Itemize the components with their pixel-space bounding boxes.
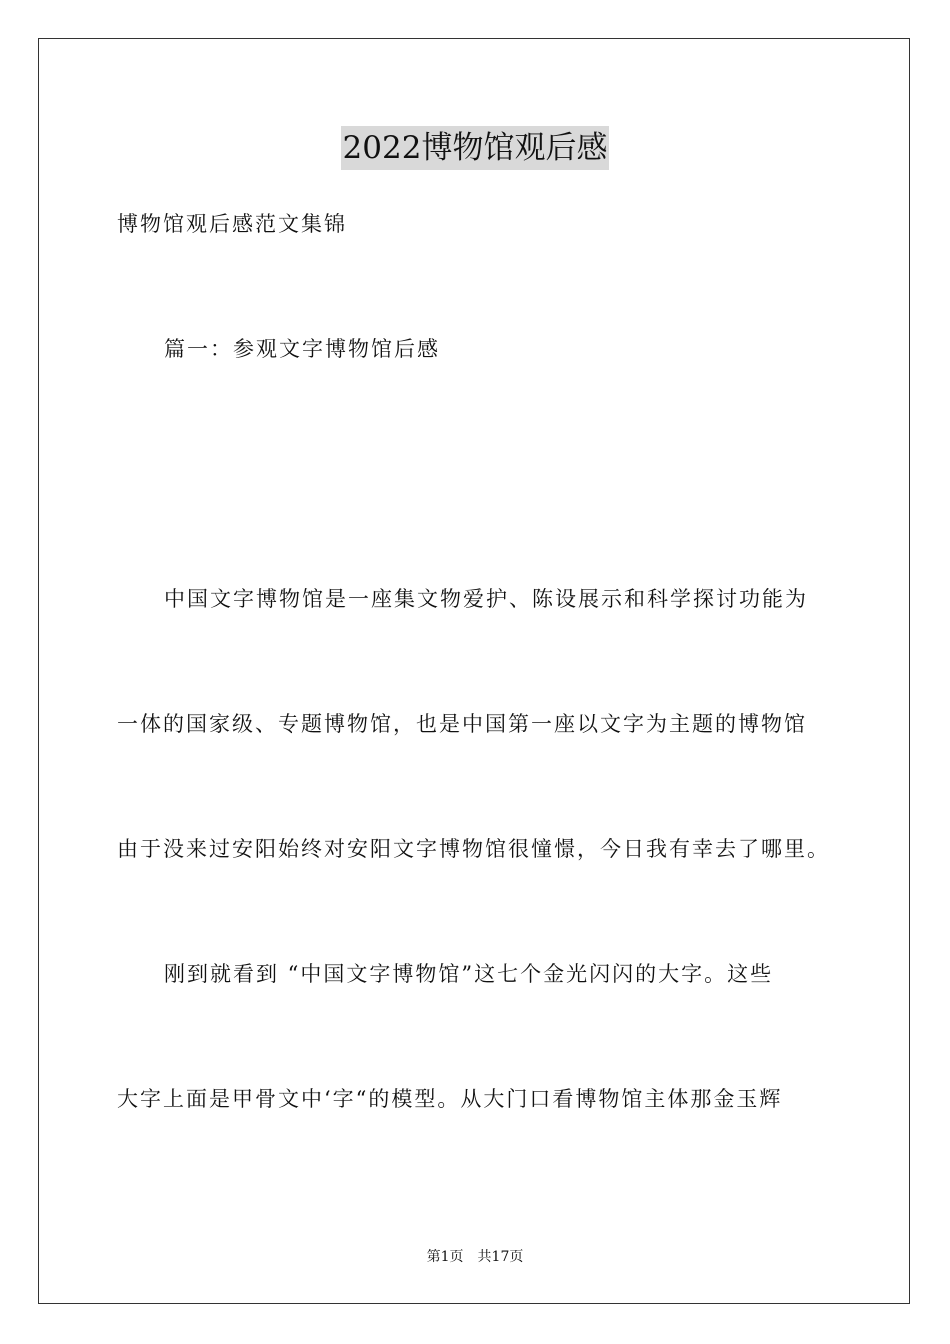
paragraph-line: 中国文字博物馆是一座集文物爱护、陈设展示和科学探讨功能为 [164,587,808,611]
document-subtitle: 博物馆观后感范文集锦 [117,212,347,236]
section-heading: 篇一：参观文字博物馆后感 [164,337,440,361]
page-total: 共17页 [477,1249,524,1265]
paragraph-line: 刚到就看到 “中国文字博物馆”这七个金光闪闪的大字。这些 [164,962,774,986]
title-container [0,126,950,170]
paragraph-line: 由于没来过安阳始终对安阳文字博物馆很憧憬，今日我有幸去了哪里。 [117,837,830,861]
document-title: 2022博物馆观后感 [341,126,610,170]
paragraph-line: 一体的国家级、专题博物馆，也是中国第一座以文字为主题的博物馆 [117,712,807,736]
page-number: 第1页 [426,1249,464,1265]
page-footer [0,1248,950,1266]
paragraph-line: 大字上面是甲骨文中‘字“的模型。从大门口看博物馆主体那金玉辉 [117,1087,783,1111]
